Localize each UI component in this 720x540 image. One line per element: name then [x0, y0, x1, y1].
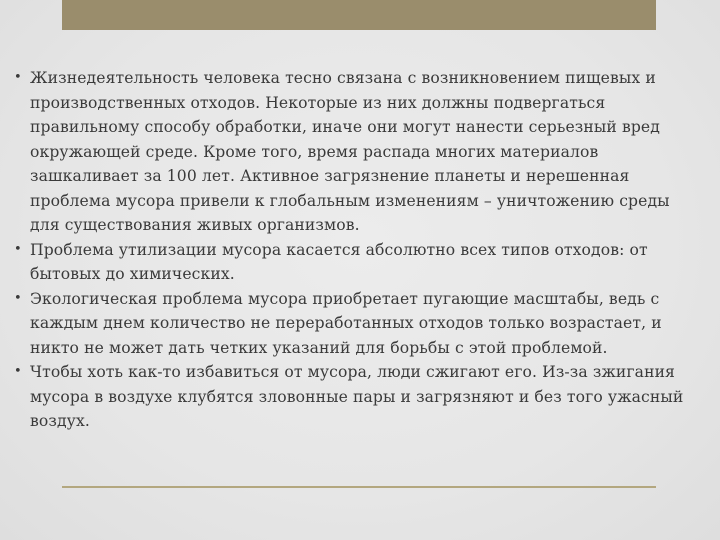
bullet-list — [14, 66, 704, 434]
slide-content — [14, 66, 704, 434]
bullet-item — [14, 66, 704, 238]
bullet-marker-icon: • — [14, 290, 22, 306]
bottom-rule — [62, 486, 656, 488]
bullet-marker-icon: • — [14, 364, 22, 379]
title-bar — [62, 0, 656, 30]
bullet-item — [14, 287, 704, 361]
bullet-item — [14, 360, 704, 434]
bullet-marker-icon: • — [14, 70, 22, 85]
bullet-text: Жизнедеятельность человека тесно связана с возникновением пищевых и производственных отходов. Некоторые из них должны подвергаться правильному способу обработки, иначе они могут нанести серьезный вред окружающей среде. Кроме того, время распада многих материалов зашкаливает за 100 лет. Активное загрязнение планеты и нерешенная проблема мусора привели к глобальным изменениям – уничтожению среды для существования живых организмов. — [30, 69, 670, 234]
bullet-text: Проблема утилизации мусора касается абсолютно всех типов отходов: от бытовых до химических. — [30, 240, 648, 283]
bullet-marker-icon: • — [14, 241, 22, 257]
bullet-text: Чтобы хоть как-то избавиться от мусора, люди сжигают его. Из-за зжигания мусора в воздухе клубятся зловонные пары и загрязняют и без того ужасный воздух. — [30, 363, 684, 430]
bullet-item — [14, 238, 704, 287]
bullet-text: Экологическая проблема мусора приобретает пугающие масштабы, ведь с каждым днем количество не переработанных отходов только возрастает, и никто не может дать четких указаний для борьбы с этой проблемой. — [30, 289, 662, 357]
